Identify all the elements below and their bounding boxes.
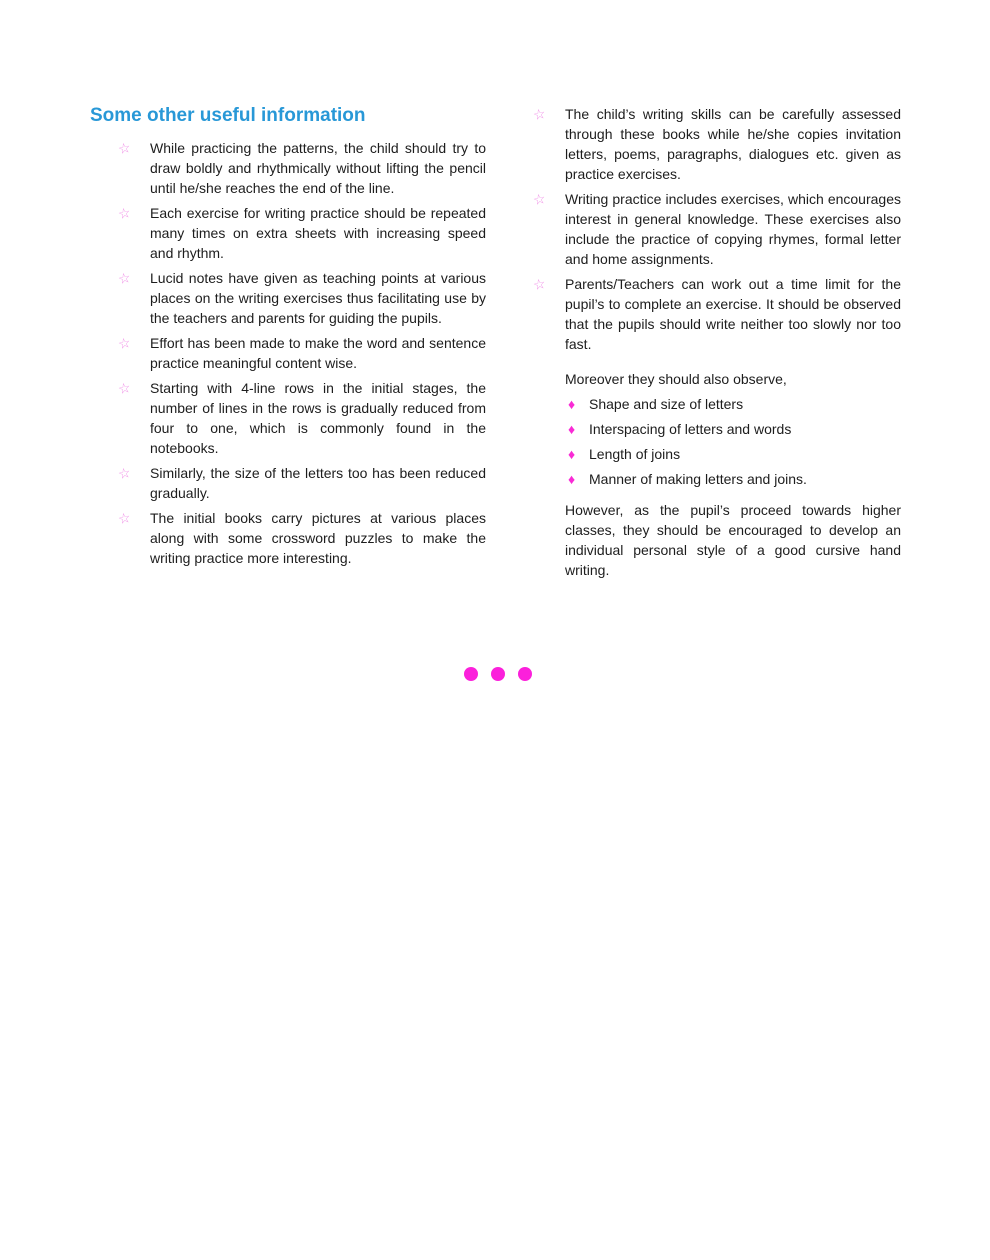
bullet-text: Writing practice includes exercises, which encourages interest in general knowledge. These exercises also include the practice of copying rhymes, formal letter and home assignments. [565,191,901,267]
star-bullet-icon: ☆ [531,189,548,209]
bullet-item [90,463,486,503]
observe-item-text: Interspacing of letters and words [589,421,792,437]
bullet-item [90,203,486,263]
observe-item-text: Length of joins [589,446,681,462]
bullet-text: Effort has been made to make the word and sentence practice meaningful content wise. [150,335,486,371]
star-bullet-icon: ☆ [531,104,548,124]
bullet-item [90,333,486,373]
bullet-item [90,138,486,198]
section-end-dots [464,667,532,681]
bullet-text: Similarly, the size of the letters too has been reduced gradually. [150,465,486,501]
star-bullet-icon: ☆ [116,268,133,288]
diamond-bullet-icon: ♦ [568,396,576,412]
observe-item-text: Shape and size of letters [589,396,744,412]
dot-icon [464,667,478,681]
star-bullet-icon: ☆ [116,378,133,398]
bullet-text: The initial books carry pictures at various places along with some crossword puzzles to make the writing practice more interesting. [150,510,486,566]
dot-icon [518,667,532,681]
bullet-text: While practicing the patterns, the child should try to draw boldly and rhythmically without lifting the pencil until he/she reaches the end of the line. [150,140,486,196]
left-column [90,104,486,573]
bullet-item [90,268,486,328]
diamond-bullet-icon: ♦ [568,446,576,462]
bullet-text: Lucid notes have given as teaching points at various places on the writing exercises thus facilitating use by the teachers and parents for guiding the pupils. [150,270,486,326]
section-heading: Some other useful information [90,105,366,126]
observe-item [568,394,901,414]
star-bullet-icon: ☆ [531,274,548,294]
dot-icon [491,667,505,681]
diamond-bullet-icon: ♦ [568,471,576,487]
bullet-text: Starting with 4-line rows in the initial stages, the number of lines in the rows is gradually reduced from four to one, which is commonly found in the notebooks. [150,380,486,456]
observe-item [568,469,901,489]
star-bullet-icon: ☆ [116,508,133,528]
observe-item [568,444,901,464]
diamond-bullet-icon: ♦ [568,421,576,437]
bullet-item [533,274,901,354]
bullet-text: The child’s writing skills can be carefully assessed through these books while he/she copies invitation letters, poems, paragraphs, dialogues etc. given as practice exercises. [565,106,901,182]
bullet-item [90,508,486,568]
star-bullet-icon: ☆ [116,203,133,223]
closing-paragraph: However, as the pupil’s proceed towards higher classes, they should be encouraged to develop an individual personal style of a good cursive hand writing. [565,502,901,578]
bullet-item [533,189,901,269]
star-bullet-icon: ☆ [116,138,133,158]
bullet-item [90,378,486,458]
star-bullet-icon: ☆ [116,333,133,353]
bullet-text: Parents/Teachers can work out a time limit for the pupil’s to complete an exercise. It should be observed that the pupils should write neither too slowly nor too fast. [565,276,901,352]
observe-item-text: Manner of making letters and joins. [589,471,807,487]
bullet-text: Each exercise for writing practice should be repeated many times on extra sheets with increasing speed and rhythm. [150,205,486,261]
bullet-item [533,104,901,184]
right-column [533,104,901,580]
observe-item [568,419,901,439]
observe-intro: Moreover they should also observe, [565,371,787,387]
star-bullet-icon: ☆ [116,463,133,483]
